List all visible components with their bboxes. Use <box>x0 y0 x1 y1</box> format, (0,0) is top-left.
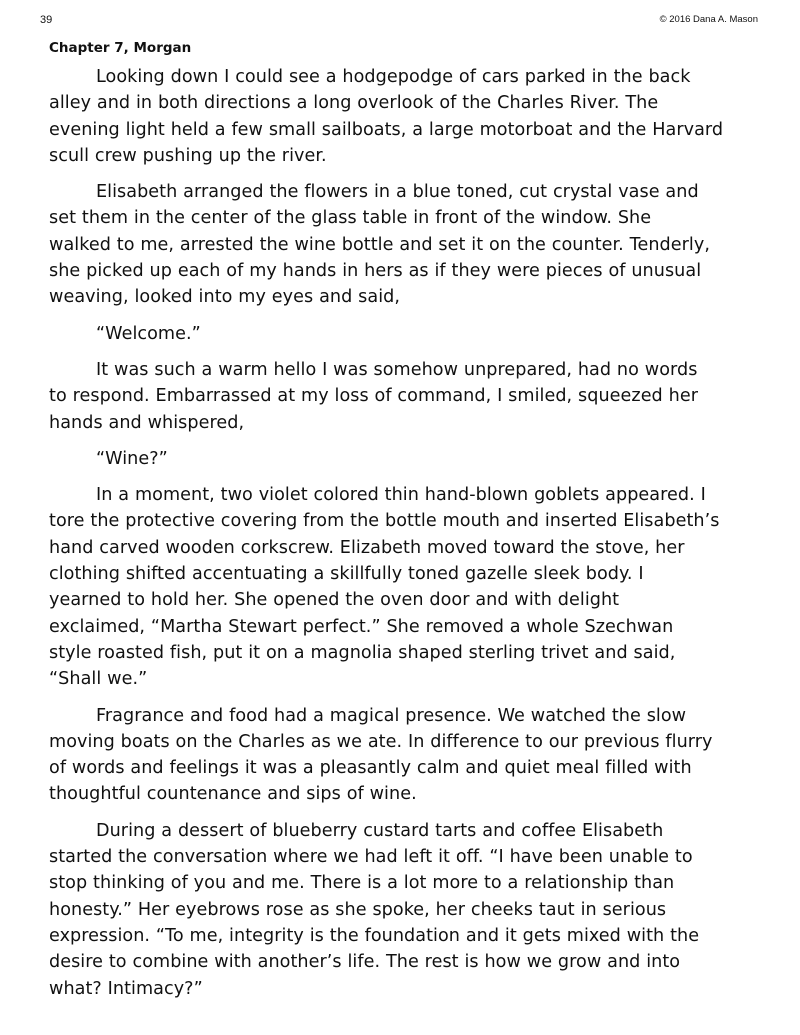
text-line: to respond. Embarrassed at my loss of command, I smiled, squeezed her <box>49 386 698 407</box>
chapter-heading: Chapter 7, Morgan <box>49 40 192 56</box>
copyright-notice: © 2016 Dana A. Mason <box>659 14 758 25</box>
body-text <box>49 64 755 1012</box>
text-line: It was such a warm hello I was somehow unprepared, had no words <box>96 359 698 380</box>
text-line: “Wine?” <box>96 448 168 469</box>
text-line: style roasted fish, put it on a magnolia shaped sterling trivet and said, <box>49 642 676 663</box>
text-line: honesty.” Her eyebrows rose as she spoke, her cheeks taut in serious <box>49 899 667 920</box>
text-line: set them in the center of the glass table in front of the window. She <box>49 208 652 229</box>
text-line: moving boats on the Charles as we ate. In difference to our previous flurry <box>49 731 713 752</box>
paragraph <box>49 321 755 347</box>
text-line: what? Intimacy?” <box>49 978 203 999</box>
paragraph <box>49 357 755 436</box>
text-line: expression. “To me, integrity is the foundation and it gets mixed with the <box>49 925 700 946</box>
text-line: weaving, looked into my eyes and said, <box>49 287 401 308</box>
paragraph <box>49 446 755 472</box>
text-line: clothing shifted accentuating a skillfully toned gazelle sleek body. I <box>49 564 644 585</box>
paragraph <box>49 818 755 1002</box>
text-line: thoughtful countenance and sips of wine. <box>49 784 417 805</box>
text-line: desire to combine with another’s life. The rest is how we grow and into <box>49 952 681 973</box>
text-line: exclaimed, “Martha Stewart perfect.” She removed a whole Szechwan <box>49 616 674 637</box>
text-line: tore the protective covering from the bottle mouth and inserted Elisabeth’s <box>49 511 720 532</box>
text-line: she picked up each of my hands in hers as if they were pieces of unusual <box>49 261 702 282</box>
paragraph <box>49 179 755 310</box>
text-line: yearned to hold her. She opened the oven door and with delight <box>49 590 620 611</box>
text-line: Fragrance and food had a magical presence. We watched the slow <box>96 705 687 726</box>
text-line: “Welcome.” <box>96 323 201 344</box>
text-line: “Shall we.” <box>49 669 148 690</box>
text-line: Elisabeth arranged the flowers in a blue toned, cut crystal vase and <box>96 182 699 203</box>
text-line: scull crew pushing up the river. <box>49 145 327 166</box>
text-line: of words and feelings it was a pleasantly calm and quiet meal filled with <box>49 758 692 779</box>
text-line: Looking down I could see a hodgepodge of cars parked in the back <box>96 67 691 87</box>
text-line: evening light held a few small sailboats, a large motorboat and the Harvard <box>49 119 724 140</box>
paragraph <box>49 64 755 169</box>
paragraph <box>49 703 755 808</box>
paragraph <box>49 482 755 692</box>
text-line: During a dessert of blueberry custard tarts and coffee Elisabeth <box>96 820 664 841</box>
text-line: hands and whispered, <box>49 412 245 433</box>
text-line: alley and in both directions a long overlook of the Charles River. The <box>49 93 659 114</box>
text-line: started the conversation where we had left it off. “I have been unable to <box>49 847 693 868</box>
text-line: stop thinking of you and me. There is a lot more to a relationship than <box>49 873 675 894</box>
text-line: hand carved wooden corkscrew. Elizabeth moved toward the stove, her <box>49 537 685 558</box>
page-number: 39 <box>40 14 53 26</box>
text-line: walked to me, arrested the wine bottle and set it on the counter. Tenderly, <box>49 234 710 255</box>
text-line: In a moment, two violet colored thin hand-blown goblets appeared. I <box>96 485 706 506</box>
